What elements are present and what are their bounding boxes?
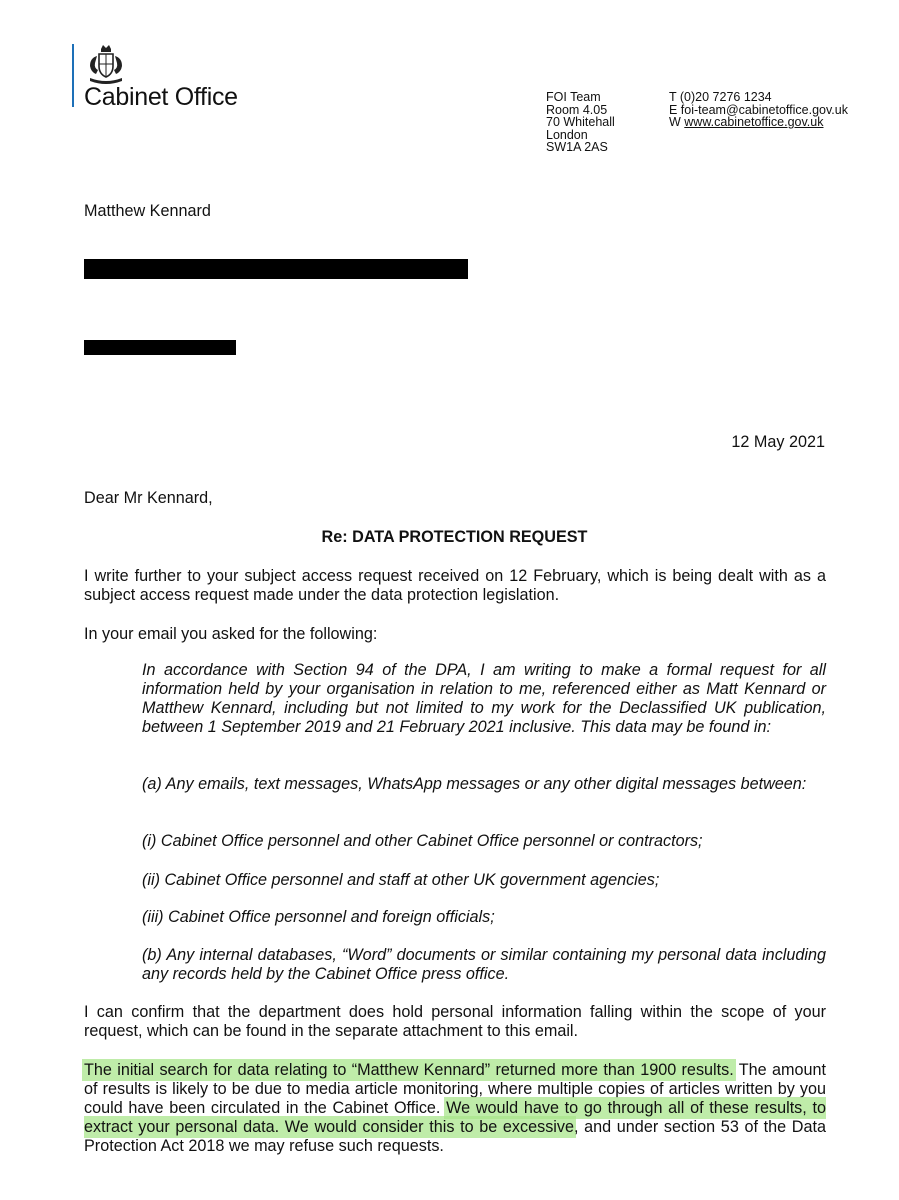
quoted-request-item-iii: (iii) Cabinet Office personnel and foreign officials; bbox=[142, 908, 495, 926]
paragraph-text: , and under section 53 of the Data Protection Act 2018 we may refuse such requests. bbox=[84, 1118, 826, 1155]
quoted-request-item-i: (i) Cabinet Office personnel and other Cabinet Office personnel or contractors; bbox=[142, 832, 703, 850]
contact-details bbox=[669, 91, 848, 129]
address-line: SW1A 2AS bbox=[546, 140, 608, 154]
redacted-address-block bbox=[84, 259, 468, 279]
website-link[interactable]: www.cabinetoffice.gov.uk bbox=[684, 115, 824, 129]
quoted-request-item-a: (a) Any emails, text messages, WhatsApp messages or any other digital messages between: bbox=[142, 775, 807, 793]
email-address: E foi-team@cabinetoffice.gov.uk bbox=[669, 102, 848, 117]
address-line: 70 Whitehall bbox=[546, 115, 615, 129]
paragraph-intro: I write further to your subject access request received on 12 February, which is being dealt with as a subject access request made under the data protection legislation. bbox=[84, 567, 826, 604]
paragraph-confirmation: I can confirm that the department does hold personal information falling within the scope of your request, which can be found in the separate attachment to this email. bbox=[84, 1003, 826, 1040]
telephone: T (0)20 7276 1234 bbox=[669, 90, 772, 104]
address-line: FOI Team bbox=[546, 90, 601, 104]
quoted-request-main: In accordance with Section 94 of the DPA, I am writing to make a formal request for all information held by your organisation in relation to me, referenced either as Matt Kennard or Matthew Kennard, including but not limited to my work for the Declassified UK publication, between 1 September 2019 and 21 February 2021 inclusive. This data may be found in: bbox=[142, 661, 826, 736]
quoted-request-item-b: (b) Any internal databases, “Word” documents or similar containing my personal data including any records held by the Cabinet Office press office. bbox=[142, 946, 826, 983]
organisation-name: Cabinet Office bbox=[84, 83, 238, 111]
subject-heading: Re: DATA PROTECTION REQUEST bbox=[321, 528, 588, 546]
recipient-name: Matthew Kennard bbox=[84, 202, 211, 220]
paragraph-text: The amount of results is likely to be due to media article monitoring, where multiple copies of articles written by you could have been circulated in the Cabinet Office. bbox=[84, 1061, 826, 1117]
letter-date: 12 May 2021 bbox=[731, 433, 825, 451]
redacted-postcode-block bbox=[84, 340, 236, 355]
highlighted-text: The initial search for data relating to “Matthew Kennard” returned more than 1900 results. bbox=[84, 1061, 734, 1079]
address-line: London bbox=[546, 127, 588, 142]
return-address bbox=[546, 91, 615, 154]
paragraph-request-lead: In your email you asked for the following: bbox=[84, 625, 378, 643]
salutation: Dear Mr Kennard, bbox=[84, 489, 213, 507]
royal-crest-icon bbox=[84, 44, 128, 86]
website-prefix: W bbox=[669, 115, 685, 129]
paragraph-search-results bbox=[84, 1061, 826, 1156]
logo-accent-bar bbox=[72, 44, 74, 107]
quoted-request-item-ii: (ii) Cabinet Office personnel and staff at other UK government agencies; bbox=[142, 871, 660, 889]
highlighted-text: We would have to go through all of these results, to extract your personal data. We would consider this to be excessive bbox=[84, 1099, 826, 1136]
address-line: Room 4.05 bbox=[546, 102, 608, 117]
website bbox=[669, 116, 848, 129]
